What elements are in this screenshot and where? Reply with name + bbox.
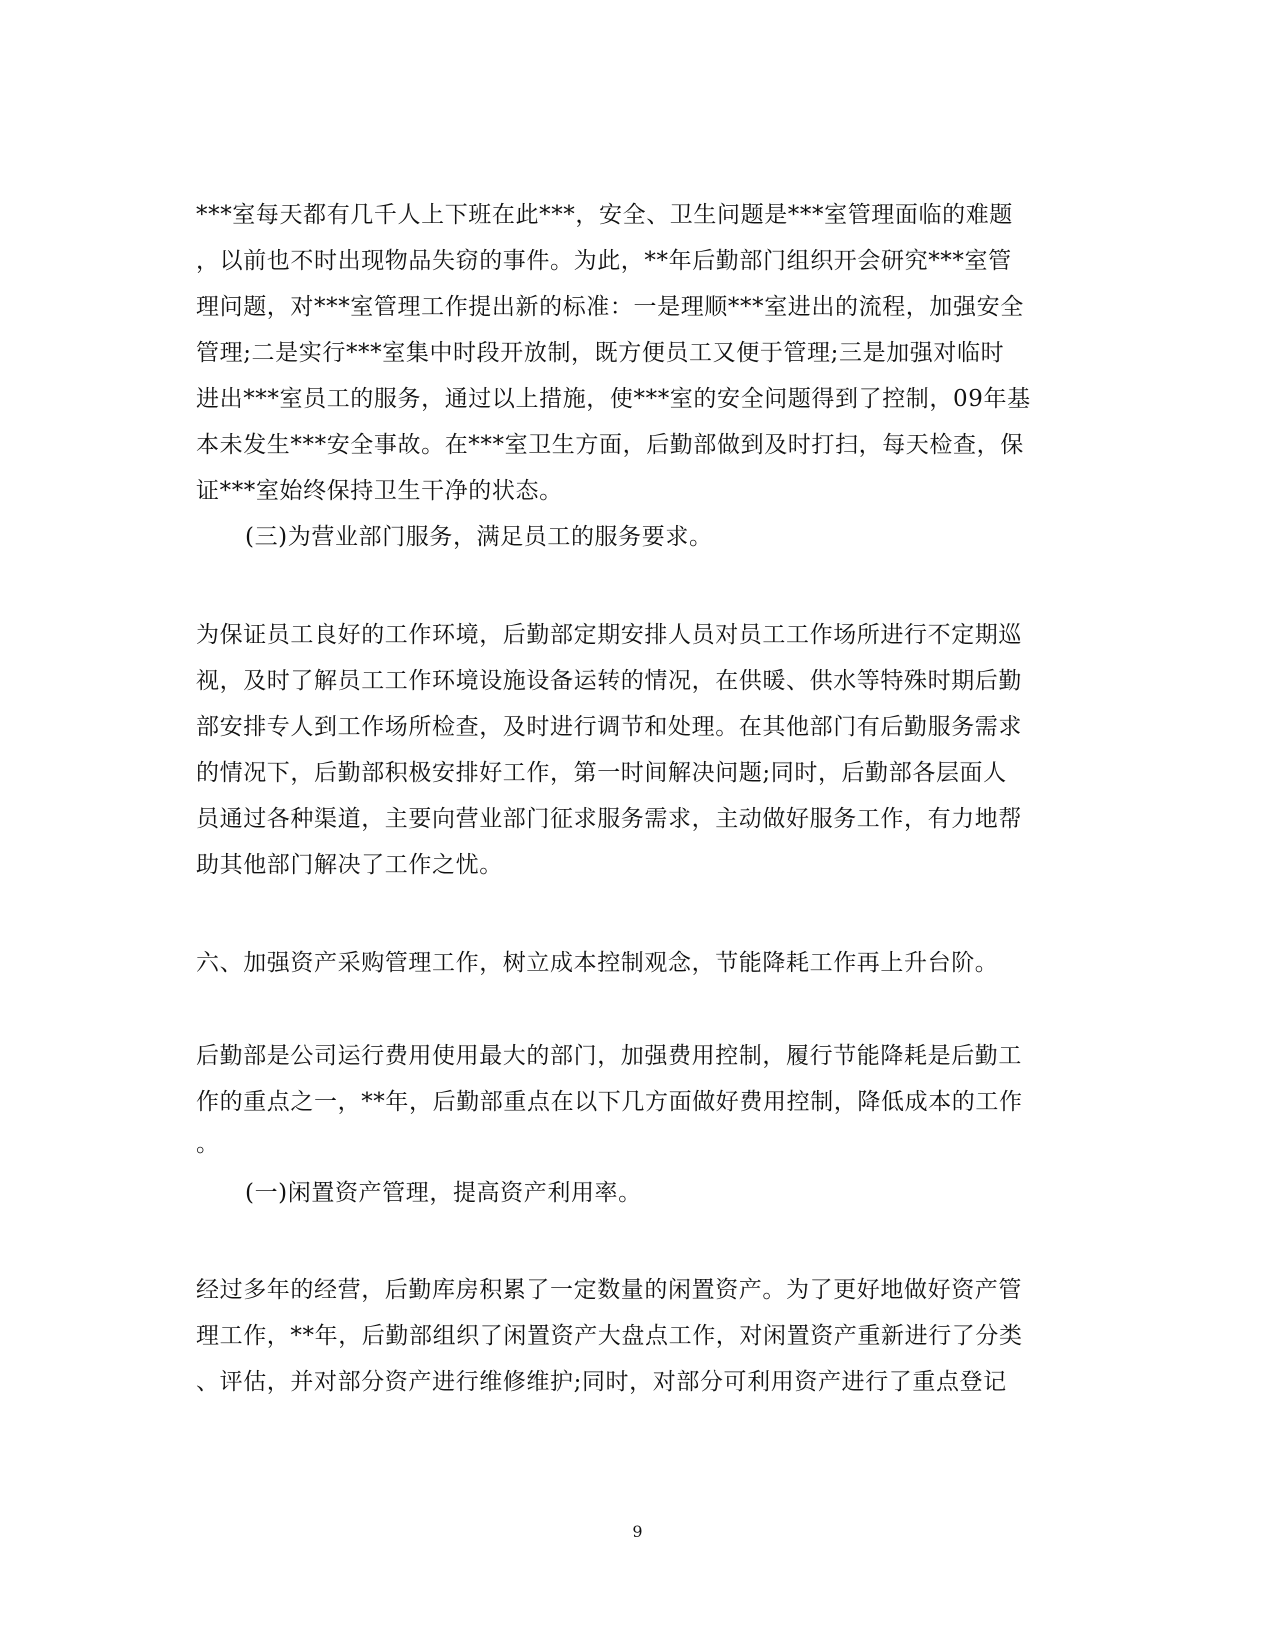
page-number: 9 <box>632 1522 643 1541</box>
paragraph-2-line-1: 为保证员工良好的工作环境，后勤部定期安排人员对员工工作场所进行不定期巡 <box>196 622 1022 648</box>
section-heading-6: 六、加强资产采购管理工作，树立成本控制观念，节能降耗工作再上升台阶。 <box>196 950 999 976</box>
paragraph-2-line-3: 部安排专人到工作场所检查，及时进行调节和处理。在其他部门有后勤服务需求 <box>196 714 1022 740</box>
section-heading-1: (一)闲置资产管理，提高资产利用率。 <box>245 1180 642 1206</box>
paragraph-1-line-5: 进出***室员工的服务，通过以上措施，使***室的安全问题得到了控制，09年基 <box>196 386 1031 412</box>
paragraph-1-line-1: ***室每天都有几千人上下班在此***，安全、卫生问题是***室管理面临的难题 <box>196 202 1013 228</box>
paragraph-2-line-5: 员通过各种渠道，主要向营业部门征求服务需求，主动做好服务工作，有力地帮 <box>196 806 1022 832</box>
paragraph-3-line-2: 作的重点之一，**年，后勤部重点在以下几方面做好费用控制，降低成本的工作 <box>196 1089 1023 1115</box>
paragraph-4-line-3: 、评估，并对部分资产进行维修维护;同时，对部分可利用资产进行了重点登记 <box>196 1369 1007 1395</box>
paragraph-2-line-4: 的情况下，后勤部积极安排好工作，第一时间解决问题;同时，后勤部各层面人 <box>196 760 1007 786</box>
paragraph-1-line-7: 证***室始终保持卫生干净的状态。 <box>196 478 563 504</box>
paragraph-1-line-3: 理问题，对***室管理工作提出新的标准：一是理顺***室进出的流程，加强安全 <box>196 294 1024 320</box>
paragraph-3-line-1: 后勤部是公司运行费用使用最大的部门，加强费用控制，履行节能降耗是后勤工 <box>196 1043 1022 1069</box>
paragraph-2-line-6: 助其他部门解决了工作之忧。 <box>196 852 503 878</box>
paragraph-1-line-2: ，以前也不时出现物品失窃的事件。为此，**年后勤部门组织开会研究***室管 <box>196 248 1012 274</box>
paragraph-4-line-2: 理工作，**年，后勤部组织了闲置资产大盘点工作，对闲置资产重新进行了分类 <box>196 1323 1023 1349</box>
paragraph-3-line-3: 。 <box>196 1131 220 1157</box>
paragraph-4-line-1: 经过多年的经营，后勤库房积累了一定数量的闲置资产。为了更好地做好资产管 <box>196 1277 1022 1303</box>
paragraph-1-line-6: 本未发生***安全事故。在***室卫生方面，后勤部做到及时打扫，每天检查，保 <box>196 432 1024 458</box>
paragraph-1-line-4: 管理;二是实行***室集中时段开放制，既方便员工又便于管理;三是加强对临时 <box>196 340 1005 366</box>
paragraph-2-line-2: 视，及时了解员工工作环境设施设备运转的情况，在供暖、供水等特殊时期后勤 <box>196 668 1022 694</box>
section-heading-3: (三)为营业部门服务，满足员工的服务要求。 <box>245 524 713 550</box>
